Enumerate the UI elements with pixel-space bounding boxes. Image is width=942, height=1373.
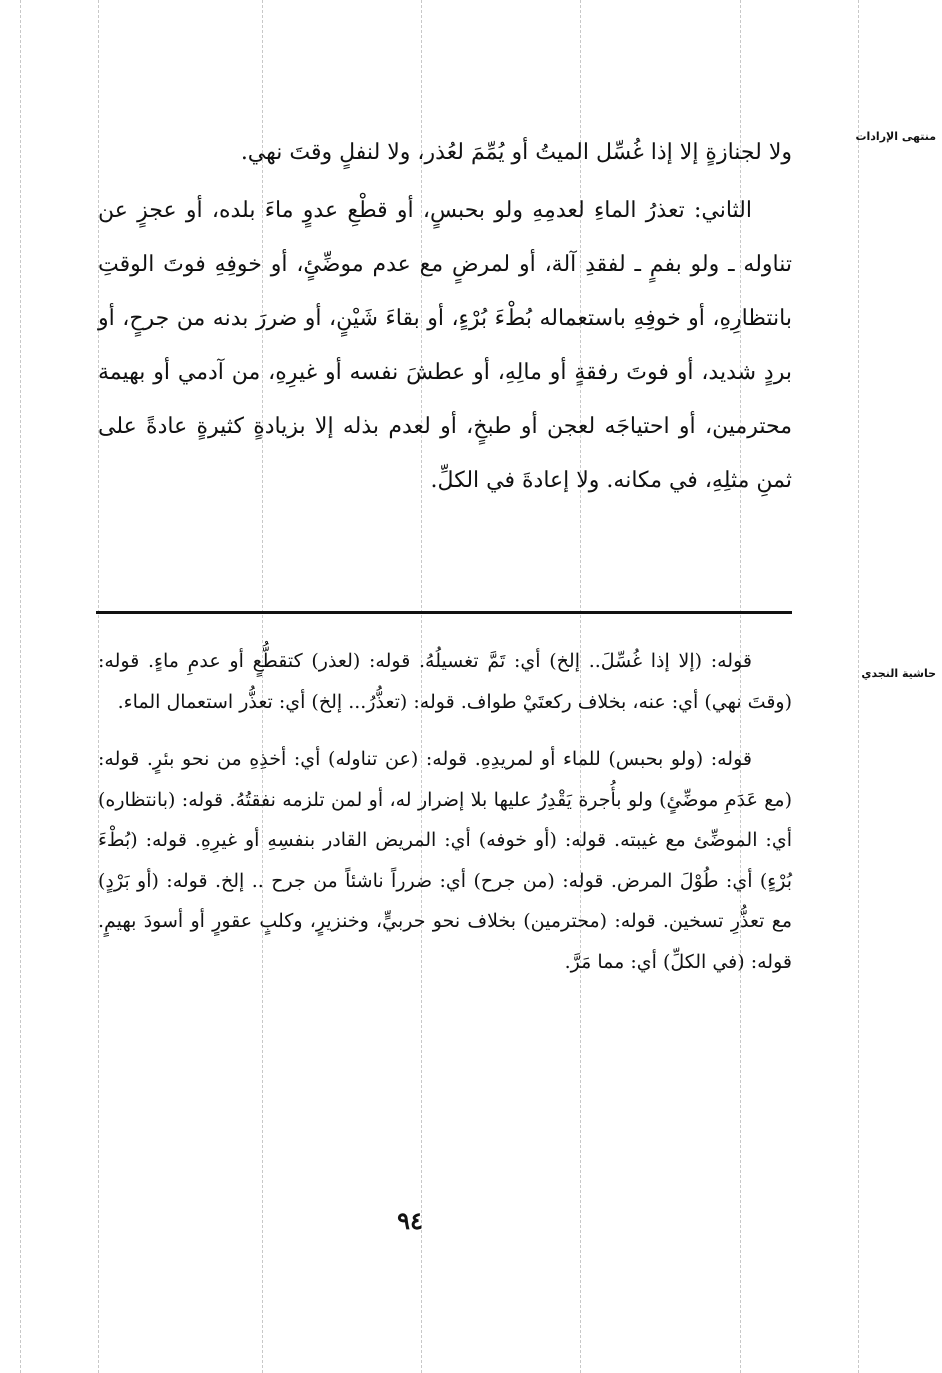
- running-head-notes: حاشية النجدي: [861, 667, 936, 680]
- section-divider: [96, 611, 792, 614]
- margin-guide-line: [858, 0, 859, 1373]
- margin-guide-line: [20, 0, 21, 1373]
- main-paragraph: ولا لجنازةٍ إلا إذا غُسِّل الميتُ أو يُمِّمَ لعُذر، ولا لنفلٍ وقتَ نهي.: [240, 140, 792, 165]
- main-paragraph: الثاني: تعذرُ الماءِ لعدمِهِ ولو بحبسٍ، أو قطْعِ عدوٍ ماءَ بلده، أو عجزٍ عن تناوله ـ ولو بفمٍ ـ لفقدِ آلة، أو لمرضٍ مع عدم موضِّئٍ، أو خوفِهِ فوتَ الوقتِ بانتظارِهِ، أو خوفِهِ باستعماله بُطْءَ بُرْءٍ، أو بقاءَ شَيْنٍ، أو ضررَ بدنه من جرحٍ، أو بردٍ شديد، أو فوتَ رفقةٍ أو مالِهِ، أو عطشَ نفسه أو غيرِهِ، من آدمي أو بهيمة محترمين، أو احتياجَه لعجن أو طبخٍ، أو لعدم بذله إلا بزيادةٍ كثيرةٍ عادةً على ثمنِ مثلِهِ، في مكانه. ولا إعادةَ في الكلِّ.: [98, 198, 792, 493]
- page-number: ٩٤: [397, 1206, 423, 1235]
- note-paragraph: قوله: (إلا إذا غُسِّلَ.. إلخ) أي: تَمَّ تغسيلُهُ. قوله: (لعذر) كتقطُّعٍ أو عدمِ ماءٍ. قوله: (وقتَ نهي) أي: عنه، بخلاف ركعتَيْ طواف. قوله: (تعذُّرُ... إلخ) أي: تعذُّر استعمال الماء.: [98, 650, 792, 713]
- note-paragraph: قوله: (ولو بحبس) للماء أو لمريدِهِ. قوله: (عن تناوله) أي: أخذِهِ من نحو بئرٍ. قوله: (مع عَدَمِ موضِّئٍ) ولو بأُجرة يَقْدِرُ عليها بلا إضرار له، أو لمن تلزمه نفقتُهُ. قوله: (بانتظاره) أي: الموضِّئ مع غيبته. قوله: (أو خوفه) أي: المريض القادر بنفسِهِ أو غيرِهِ. قوله: (بُطْءَ بُرْءٍ) أي: طُوْلَ المرض. قوله: (من جرح) أي: ضرراً ناشئاً من جرح .. إلخ. قوله: (أو بَرْدٍ) مع تعذُّرِ تسخين. قوله: (محترمين) بخلاف نحو حربيٍّ، وخنزيرٍ، وكلبٍ عقورٍ أو أسودَ بهيمٍ. قوله: (في الكلِّ) أي: مما مَرَّ.: [98, 748, 792, 973]
- running-head-main: منتهى الإرادات: [855, 130, 936, 143]
- main-text: [98, 126, 792, 508]
- footnotes: [98, 641, 792, 982]
